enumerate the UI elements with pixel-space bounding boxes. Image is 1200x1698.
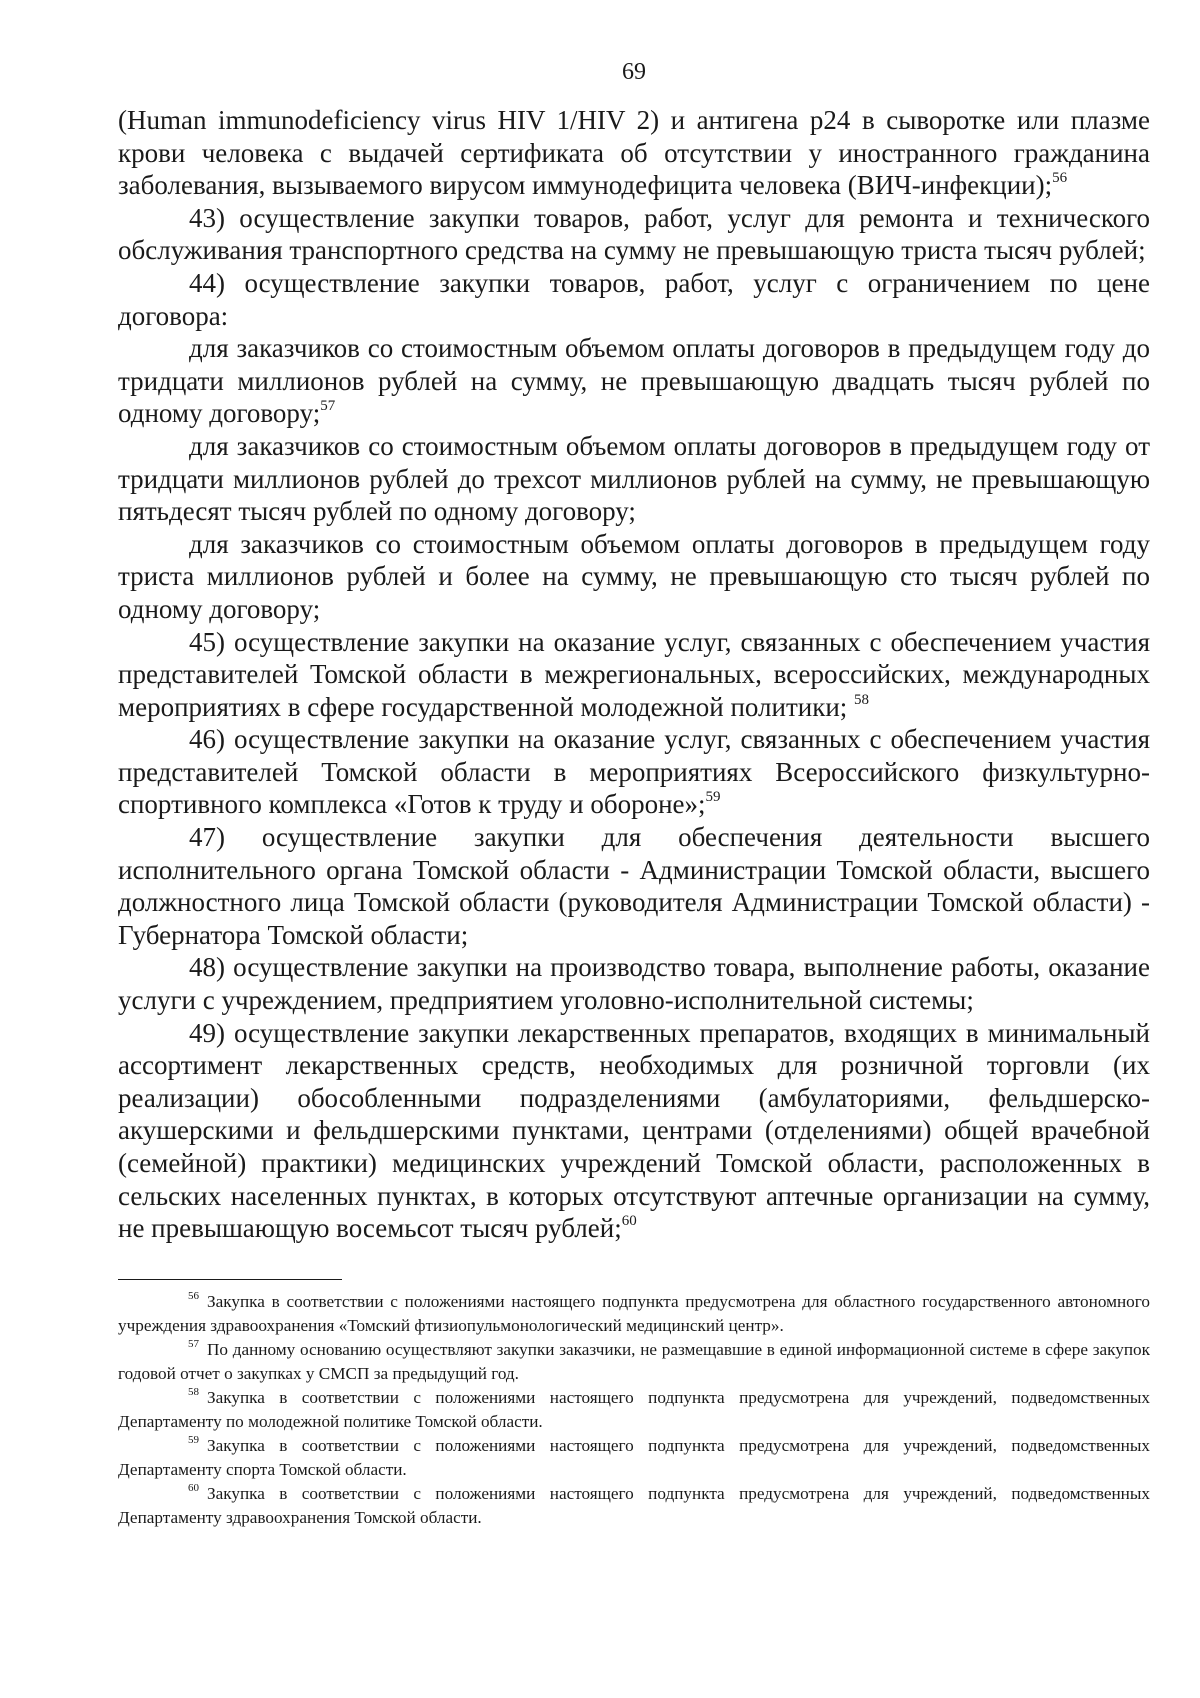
paragraph: 44) осуществление закупки товаров, работ, услуг с ограничением по цене договора: [118, 267, 1150, 331]
footnote-ref[interactable]: 60 [621, 1213, 637, 1230]
paragraph: для заказчиков со стоимостным объемом оплаты договоров в предыдущем году от тридцати миллионов рублей до трехсот миллионов рублей на сумму, не превышающую пятьдесят тысяч рублей по одному договору; [118, 430, 1150, 527]
footnote-ref[interactable]: 59 [705, 789, 721, 806]
paragraph: (Human immunodeficiency virus HIV 1/HIV 2) и антигена p24 в сыворотке или плазме крови человека с выдачей сертификата об отсутствии у иностранного гражданина заболевания, вызываемого вирусом иммунодефицита человека (ВИЧ-инфекции);$^{56}$ [118, 105, 1150, 201]
footnote-number: 58 [188, 1385, 199, 1398]
footnote-ref[interactable]: 58 [854, 691, 870, 708]
paragraph: 46) осуществление закупки на оказание услуг, связанных с обеспечением участия представителей Томской области в мероприятиях Всероссийского физкультурно-спортивного комплекса «Готов к труду и обороне»;$^{59}$ [118, 724, 1150, 820]
footnote: $^{59}$ Закупка в соответствии с положениями настоящего подпункта предусмотрена для учреждений, подведомственных Департаменту спорта Томской области. [118, 1433, 1150, 1479]
document-page [118, 52, 1150, 1530]
footnote-divider [118, 1279, 342, 1280]
paragraph: для заказчиков со стоимостным объемом оплаты договоров в предыдущем году до тридцати миллионов рублей на сумму, не превышающую двадцать тысяч рублей по одному договору;$^{57}$ [118, 333, 1150, 429]
footnote: $^{57}$ По данному основанию осуществляют закупки заказчики, не размещавшие в единой информационной системе в сфере закупок годовой отчет о закупках у СМСП за предыдущий год. [118, 1337, 1150, 1383]
paragraph: 47) осуществление закупки для обеспечения деятельности высшего исполнительного органа Томской области - Администрации Томской области, высшего должностного лица Томской области (руководителя Администрации Томской области) - Губернатора Томской области; [118, 822, 1150, 950]
footnotes [118, 1290, 1150, 1530]
paragraph: 49) осуществление закупки лекарственных препаратов, входящих в минимальный ассортимент лекарственных средств, необходимых для розничной торговли (их реализации) обособленными подразделениями (амбулаториями, фельдшерско-акушерскими и фельдшерскими пунктами, центрами (отделениями) общей врачебной (семейной) практики) медицинских учреждений Томской области, расположенных в сельских населенных пунктах, в которых отсутствуют аптечные организации на сумму, не превышающую восемьсот тысяч рублей;$^{60}$ [118, 1017, 1150, 1244]
footnote-ref[interactable]: 57 [320, 398, 336, 415]
footnote-number: 59 [188, 1433, 199, 1446]
main-text [118, 104, 1150, 1245]
footnote-number: 56 [188, 1289, 199, 1302]
footnote: $^{60}$ Закупка в соответствии с положениями настоящего подпункта предусмотрена для учреждений, подведомственных Департаменту здравоохранения Томской области. [118, 1481, 1150, 1527]
page-number: 69 [622, 59, 646, 85]
footnote-number: 60 [188, 1481, 199, 1494]
footnote-ref[interactable]: 56 [1052, 170, 1068, 187]
footnote: $^{58}$ Закупка в соответствии с положениями настоящего подпункта предусмотрена для учреждений, подведомственных Департаменту по молодежной политике Томской области. [118, 1385, 1150, 1431]
paragraph: 45) осуществление закупки на оказание услуг, связанных с обеспечением участия представителей Томской области в межрегиональных, всероссийских, международных мероприятиях в сфере государственной молодежной политики; $^{58}$ [118, 626, 1150, 722]
footnote: $^{56}$ Закупка в соответствии с положениями настоящего подпункта предусмотрена для областного государственного автономного учреждения здравоохранения «Томский фтизиопульмонологический медицинский центр». [118, 1289, 1150, 1335]
paragraph: 48) осуществление закупки на производство товара, выполнение работы, оказание услуги с учреждением, предприятием уголовно-исполнительной системы; [118, 952, 1150, 1016]
footnote-number: 57 [188, 1337, 199, 1350]
paragraph: для заказчиков со стоимостным объемом оплаты договоров в предыдущем году триста миллионов рублей и более на сумму, не превышающую сто тысяч рублей по одному договору; [118, 528, 1150, 624]
paragraph: 43) осуществление закупки товаров, работ, услуг для ремонта и технического обслуживания транспортного средства на сумму не превышающую триста тысяч рублей; [118, 202, 1150, 266]
